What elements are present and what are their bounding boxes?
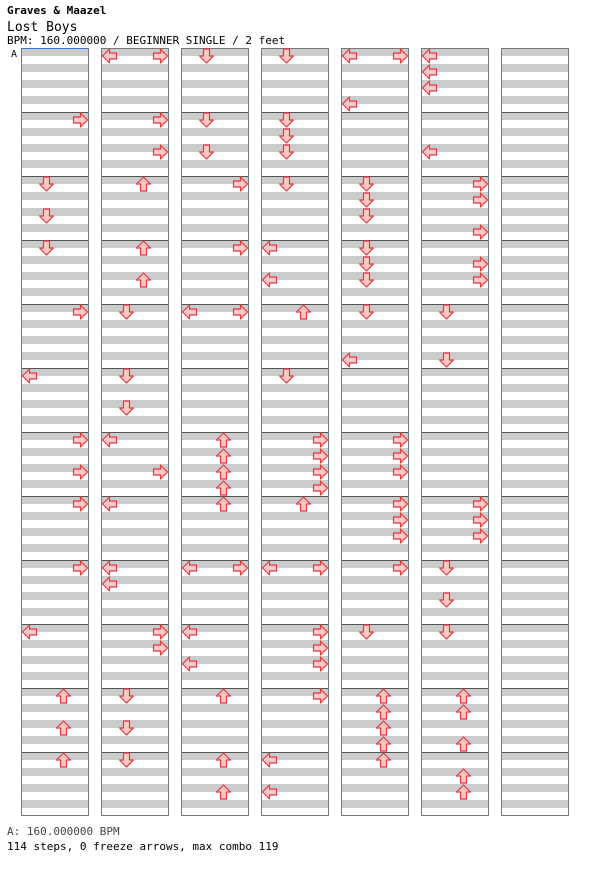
- beat-stripe: [261, 320, 329, 328]
- beat-stripe: [261, 128, 329, 136]
- beat-stripe: [21, 800, 89, 808]
- beat-stripe: [421, 128, 489, 136]
- beat-stripe: [21, 688, 89, 696]
- beat-stripe: [261, 176, 329, 184]
- beat-stripe: [421, 112, 489, 120]
- beat-stripe: [101, 368, 169, 376]
- footer-bpm: A: 160.000000 BPM: [7, 825, 120, 838]
- beat-stripe: [101, 80, 169, 88]
- beat-stripe: [501, 672, 569, 680]
- beat-stripe: [501, 800, 569, 808]
- beat-stripe: [181, 368, 249, 376]
- beat-stripe: [181, 544, 249, 552]
- beat-stripe: [421, 240, 489, 248]
- beat-stripe: [101, 800, 169, 808]
- beat-stripe: [101, 736, 169, 744]
- beat-stripe: [261, 416, 329, 424]
- beat-stripe: [21, 752, 89, 760]
- beat-stripe: [181, 512, 249, 520]
- bpm-marker-label: A: [11, 49, 18, 60]
- chart-column-7: [501, 48, 569, 816]
- beat-stripe: [501, 144, 569, 152]
- beat-stripe: [501, 736, 569, 744]
- beat-stripe: [101, 176, 169, 184]
- beat-stripe: [501, 112, 569, 120]
- beat-stripe: [261, 704, 329, 712]
- beat-stripe: [261, 304, 329, 312]
- beat-stripe: [101, 784, 169, 792]
- beat-stripe: [421, 640, 489, 648]
- beat-stripe: [501, 624, 569, 632]
- beat-stripe: [421, 384, 489, 392]
- beat-stripe: [421, 720, 489, 728]
- beat-stripe: [21, 608, 89, 616]
- beat-stripe: [501, 336, 569, 344]
- beat-stripe: [501, 128, 569, 136]
- beat-stripe: [21, 384, 89, 392]
- beat-stripe: [421, 160, 489, 168]
- beat-stripe: [21, 512, 89, 520]
- beat-stripe: [421, 800, 489, 808]
- beat-stripe: [181, 448, 249, 456]
- beat-stripe: [341, 144, 409, 152]
- beat-stripe: [341, 736, 409, 744]
- beat-stripe: [501, 592, 569, 600]
- beat-stripe: [181, 112, 249, 120]
- beat-stripe: [101, 288, 169, 296]
- beat-stripe: [181, 192, 249, 200]
- beat-stripe: [101, 512, 169, 520]
- beat-stripe: [21, 64, 89, 72]
- beat-stripe: [421, 336, 489, 344]
- beat-stripe: [341, 64, 409, 72]
- beat-stripe: [421, 352, 489, 360]
- beat-stripe: [181, 800, 249, 808]
- beat-stripe: [261, 192, 329, 200]
- beat-stripe: [501, 784, 569, 792]
- beat-stripe: [341, 224, 409, 232]
- beat-stripe: [181, 320, 249, 328]
- beat-stripe: [21, 640, 89, 648]
- beat-stripe: [341, 576, 409, 584]
- beat-stripe: [421, 752, 489, 760]
- beat-stripe: [341, 704, 409, 712]
- beat-stripe: [261, 48, 329, 56]
- beat-stripe: [261, 544, 329, 552]
- beat-stripe: [101, 416, 169, 424]
- beat-stripe: [341, 192, 409, 200]
- beat-stripe: [501, 160, 569, 168]
- beat-stripe: [421, 432, 489, 440]
- beat-stripe: [101, 592, 169, 600]
- beat-stripe: [21, 480, 89, 488]
- beat-stripe: [501, 448, 569, 456]
- beat-stripe: [341, 80, 409, 88]
- beat-stripe: [21, 144, 89, 152]
- beat-stripe: [181, 288, 249, 296]
- beat-stripe: [101, 224, 169, 232]
- beat-stripe: [101, 752, 169, 760]
- beat-stripe: [341, 272, 409, 280]
- beat-stripe: [181, 64, 249, 72]
- beat-stripe: [101, 320, 169, 328]
- beat-stripe: [21, 352, 89, 360]
- beat-stripe: [501, 272, 569, 280]
- beat-stripe: [261, 384, 329, 392]
- beat-stripe: [421, 592, 489, 600]
- beat-stripe: [341, 480, 409, 488]
- beat-stripe: [501, 192, 569, 200]
- beat-stripe: [261, 208, 329, 216]
- beat-stripe: [501, 464, 569, 472]
- beat-stripe: [501, 80, 569, 88]
- beat-stripe: [501, 416, 569, 424]
- beat-stripe: [501, 352, 569, 360]
- beat-stripe: [21, 576, 89, 584]
- beat-stripe: [501, 208, 569, 216]
- beat-stripe: [21, 224, 89, 232]
- beat-stripe: [101, 160, 169, 168]
- beat-stripe: [421, 208, 489, 216]
- beat-stripe: [181, 208, 249, 216]
- beat-stripe: [261, 800, 329, 808]
- beat-stripe: [21, 288, 89, 296]
- beat-stripe: [341, 368, 409, 376]
- chart-column-4: [261, 48, 329, 816]
- beat-stripe: [501, 320, 569, 328]
- beat-stripe: [101, 656, 169, 664]
- beat-stripe: [261, 672, 329, 680]
- beat-stripe: [341, 672, 409, 680]
- beat-stripe: [181, 256, 249, 264]
- beat-stripe: [261, 352, 329, 360]
- beat-stripe: [261, 512, 329, 520]
- beat-stripe: [341, 752, 409, 760]
- beat-stripe: [181, 352, 249, 360]
- beat-stripe: [421, 704, 489, 712]
- chart-column-2: [101, 48, 169, 816]
- beat-stripe: [421, 672, 489, 680]
- beat-stripe: [21, 736, 89, 744]
- beat-stripe: [21, 272, 89, 280]
- chart-column-1: [21, 48, 89, 816]
- beat-stripe: [501, 256, 569, 264]
- beat-stripe: [341, 208, 409, 216]
- beat-stripe: [501, 224, 569, 232]
- beat-stripe: [501, 528, 569, 536]
- beat-stripe: [341, 768, 409, 776]
- beat-stripe: [101, 384, 169, 392]
- beat-stripe: [181, 160, 249, 168]
- beat-stripe: [501, 512, 569, 520]
- beat-stripe: [501, 560, 569, 568]
- beat-stripe: [21, 528, 89, 536]
- beat-stripe: [261, 608, 329, 616]
- beat-stripe: [261, 400, 329, 408]
- beat-stripe: [101, 480, 169, 488]
- beat-stripe: [101, 768, 169, 776]
- beat-stripe: [101, 448, 169, 456]
- beat-stripe: [421, 656, 489, 664]
- beat-stripe: [261, 144, 329, 152]
- beat-stripe: [21, 544, 89, 552]
- beat-stripe: [101, 304, 169, 312]
- beat-stripe: [181, 224, 249, 232]
- beat-stripe: [181, 688, 249, 696]
- beat-stripe: [261, 528, 329, 536]
- beat-stripe: [341, 624, 409, 632]
- beat-stripe: [261, 736, 329, 744]
- beat-stripe: [21, 96, 89, 104]
- beat-stripe: [421, 608, 489, 616]
- beat-stripe: [101, 608, 169, 616]
- footer-stats: 114 steps, 0 freeze arrows, max combo 119: [7, 840, 279, 853]
- beat-stripe: [181, 496, 249, 504]
- beat-stripe: [421, 304, 489, 312]
- chart-column-3: [181, 48, 249, 816]
- beat-stripe: [181, 80, 249, 88]
- beat-stripe: [421, 768, 489, 776]
- beat-stripe: [261, 768, 329, 776]
- beat-stripe: [501, 688, 569, 696]
- beat-stripe: [501, 96, 569, 104]
- beat-stripe: [421, 736, 489, 744]
- beat-stripe: [501, 720, 569, 728]
- beat-stripe: [341, 416, 409, 424]
- beat-stripe: [501, 400, 569, 408]
- beat-stripe: [421, 624, 489, 632]
- beat-stripe: [501, 752, 569, 760]
- beat-stripe: [181, 592, 249, 600]
- beat-stripe: [21, 448, 89, 456]
- beat-stripe: [421, 368, 489, 376]
- beat-stripe: [181, 752, 249, 760]
- beat-stripe: [261, 576, 329, 584]
- beat-stripe: [101, 672, 169, 680]
- beat-stripe: [261, 592, 329, 600]
- chart-column-6: [421, 48, 489, 816]
- beat-stripe: [21, 48, 89, 56]
- beat-stripe: [341, 544, 409, 552]
- beat-stripe: [501, 432, 569, 440]
- beat-stripe: [181, 400, 249, 408]
- chart-info: BPM: 160.000000 / BEGINNER SINGLE / 2 feet: [7, 34, 286, 47]
- beat-stripe: [181, 336, 249, 344]
- beat-stripe: [261, 64, 329, 72]
- beat-stripe: [341, 288, 409, 296]
- beat-stripe: [341, 336, 409, 344]
- beat-stripe: [21, 768, 89, 776]
- beat-stripe: [341, 304, 409, 312]
- beat-stripe: [101, 96, 169, 104]
- beat-stripe: [421, 784, 489, 792]
- beat-stripe: [21, 672, 89, 680]
- beat-stripe: [261, 336, 329, 344]
- beat-stripe: [341, 800, 409, 808]
- beat-stripe: [181, 672, 249, 680]
- beat-stripe: [181, 528, 249, 536]
- beat-stripe: [101, 720, 169, 728]
- beat-stripe: [181, 640, 249, 648]
- beat-stripe: [101, 528, 169, 536]
- beat-stripe: [101, 400, 169, 408]
- beat-stripe: [101, 352, 169, 360]
- beat-stripe: [101, 128, 169, 136]
- beat-stripe: [261, 496, 329, 504]
- beat-stripe: [101, 256, 169, 264]
- beat-stripe: [501, 288, 569, 296]
- beat-stripe: [181, 464, 249, 472]
- beat-stripe: [341, 400, 409, 408]
- beat-stripe: [501, 656, 569, 664]
- beat-stripe: [261, 160, 329, 168]
- beat-stripe: [181, 704, 249, 712]
- beat-stripe: [501, 384, 569, 392]
- beat-stripe: [21, 160, 89, 168]
- beat-stripe: [261, 368, 329, 376]
- beat-stripe: [21, 704, 89, 712]
- beat-stripe: [21, 128, 89, 136]
- beat-stripe: [261, 224, 329, 232]
- beat-stripe: [21, 176, 89, 184]
- beat-stripe: [101, 272, 169, 280]
- beat-stripe: [21, 240, 89, 248]
- beat-stripe: [501, 368, 569, 376]
- beat-stripe: [501, 768, 569, 776]
- beat-stripe: [181, 272, 249, 280]
- beat-stripe: [341, 256, 409, 264]
- beat-stripe: [341, 640, 409, 648]
- beat-stripe: [501, 480, 569, 488]
- beat-stripe: [341, 160, 409, 168]
- beat-stripe: [21, 80, 89, 88]
- beat-stripe: [421, 96, 489, 104]
- beat-stripe: [101, 64, 169, 72]
- beat-stripe: [181, 608, 249, 616]
- beat-stripe: [501, 576, 569, 584]
- beat-stripe: [181, 48, 249, 56]
- beat-stripe: [421, 464, 489, 472]
- beat-stripe: [181, 576, 249, 584]
- beat-stripe: [261, 80, 329, 88]
- beat-stripe: [501, 704, 569, 712]
- beat-stripe: [21, 656, 89, 664]
- beat-stripe: [181, 736, 249, 744]
- beat-stripe: [501, 64, 569, 72]
- beat-stripe: [101, 208, 169, 216]
- beat-stripe: [21, 416, 89, 424]
- beat-stripe: [181, 416, 249, 424]
- beat-stripe: [261, 112, 329, 120]
- beat-stripe: [101, 192, 169, 200]
- beat-stripe: [101, 544, 169, 552]
- beat-stripe: [341, 320, 409, 328]
- beat-stripe: [421, 288, 489, 296]
- beat-stripe: [181, 144, 249, 152]
- beat-stripe: [501, 304, 569, 312]
- beat-stripe: [181, 768, 249, 776]
- beat-stripe: [21, 592, 89, 600]
- beat-stripe: [421, 448, 489, 456]
- beat-stripe: [341, 656, 409, 664]
- beat-stripe: [501, 48, 569, 56]
- beat-stripe: [421, 416, 489, 424]
- beat-stripe: [21, 208, 89, 216]
- beat-stripe: [261, 720, 329, 728]
- beat-stripe: [181, 96, 249, 104]
- beat-stripe: [101, 240, 169, 248]
- beat-stripe: [341, 128, 409, 136]
- beat-stripe: [341, 592, 409, 600]
- beat-stripe: [101, 688, 169, 696]
- beat-stripe: [501, 544, 569, 552]
- chart-column-5: [341, 48, 409, 816]
- beat-stripe: [21, 336, 89, 344]
- beat-stripe: [21, 192, 89, 200]
- song-artist: Graves & Maazel: [7, 4, 107, 17]
- beat-stripe: [341, 784, 409, 792]
- beat-stripe: [501, 496, 569, 504]
- beat-stripe: [101, 336, 169, 344]
- beat-stripe: [261, 288, 329, 296]
- beat-stripe: [421, 576, 489, 584]
- beat-stripe: [181, 784, 249, 792]
- beat-stripe: [421, 560, 489, 568]
- beat-stripe: [21, 256, 89, 264]
- beat-stripe: [341, 176, 409, 184]
- beat-stripe: [181, 432, 249, 440]
- beat-stripe: [261, 256, 329, 264]
- beat-stripe: [261, 96, 329, 104]
- beat-stripe: [501, 240, 569, 248]
- beat-stripe: [421, 400, 489, 408]
- song-title: Lost Boys: [7, 20, 78, 35]
- beat-stripe: [341, 384, 409, 392]
- beat-stripe: [421, 544, 489, 552]
- beat-stripe: [501, 640, 569, 648]
- beat-stripe: [341, 720, 409, 728]
- beat-stripe: [21, 720, 89, 728]
- beat-stripe: [341, 688, 409, 696]
- beat-stripe: [181, 128, 249, 136]
- beat-stripe: [21, 784, 89, 792]
- beat-stripe: [421, 320, 489, 328]
- beat-stripe: [21, 400, 89, 408]
- beat-stripe: [421, 688, 489, 696]
- beat-stripe: [181, 480, 249, 488]
- beat-stripe: [21, 320, 89, 328]
- beat-stripe: [501, 608, 569, 616]
- beat-stripe: [341, 240, 409, 248]
- beat-stripe: [341, 608, 409, 616]
- beat-stripe: [501, 176, 569, 184]
- beat-stripe: [421, 480, 489, 488]
- beat-stripe: [341, 112, 409, 120]
- beat-stripe: [101, 704, 169, 712]
- beat-stripe: [181, 720, 249, 728]
- beat-stripe: [181, 384, 249, 392]
